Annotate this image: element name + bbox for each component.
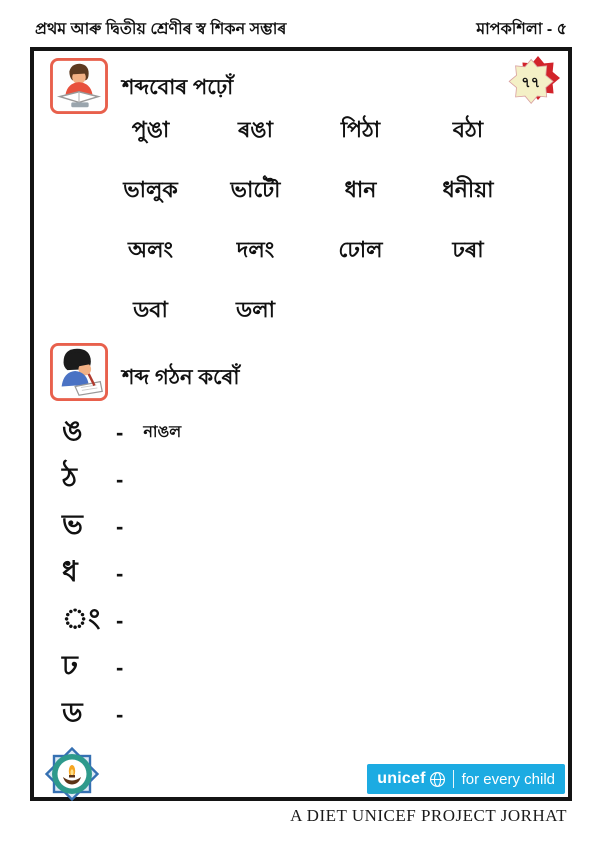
letter: ড [62, 697, 83, 728]
dash: - [116, 513, 124, 539]
word: ৰঙা [238, 116, 273, 142]
header-right-label: মাপকশিলা - ৫ [476, 21, 567, 38]
word-row [98, 101, 523, 161]
letter: ঠ [62, 462, 77, 493]
letter: ং [62, 603, 101, 634]
letter-row [62, 597, 181, 644]
dash: - [116, 701, 124, 727]
word: বঠা [452, 116, 484, 142]
letter-row [62, 456, 181, 503]
word: ডলা [236, 296, 275, 322]
letter-row [62, 550, 181, 597]
example-word: নাঙল [143, 424, 182, 441]
letter-row [62, 691, 181, 738]
dash: - [116, 419, 124, 445]
dash: - [116, 560, 124, 586]
letter-row [62, 644, 181, 691]
word: অলং [128, 236, 173, 262]
word-grid [98, 101, 523, 341]
dash: - [116, 607, 124, 633]
word: ভাটৌ [230, 176, 281, 202]
unicef-badge [367, 764, 565, 794]
word: ভালুক [123, 176, 178, 202]
word-row [98, 221, 523, 281]
word: দলং [236, 236, 275, 262]
unicef-globe-icon [429, 771, 446, 788]
diet-logo [40, 741, 104, 807]
unicef-divider [453, 770, 454, 788]
footer-project-text: A DIET UNICEF PROJECT JORHAT [290, 806, 567, 825]
word-row [98, 161, 523, 221]
word: ডবা [133, 296, 168, 322]
page-number-text: ৭৭ [521, 75, 541, 91]
letter-fill-list [62, 409, 181, 738]
letter-row [62, 503, 181, 550]
child-writing-icon [50, 343, 108, 401]
read-section-title: শব্দবোৰ পঢ়োঁ [122, 76, 234, 99]
word: ধনীয়া [442, 176, 494, 202]
word-row [98, 281, 523, 341]
unicef-wordmark: unicef [377, 770, 426, 787]
letter: ঙ [62, 415, 83, 446]
word: ঢোল [338, 236, 383, 262]
word: ধান [344, 176, 377, 202]
dash: - [116, 466, 124, 492]
content-frame [30, 47, 572, 801]
header-left-title: প্ৰথম আৰু দ্বিতীয় শ্ৰেণীৰ স্ব শিকন সম্ভাৰ [35, 21, 287, 38]
letter: ভ [62, 509, 83, 540]
form-section-title: শব্দ গঠন কৰোঁ [122, 366, 240, 389]
word: পুঙা [131, 116, 170, 142]
unicef-tagline: for every child [461, 770, 555, 788]
dash: - [116, 654, 124, 680]
letter: ঢ [62, 650, 78, 681]
word: ঢৰা [452, 236, 484, 262]
letter-row [62, 409, 181, 456]
word: পিঠা [340, 116, 381, 142]
letter: ধ [62, 556, 78, 587]
